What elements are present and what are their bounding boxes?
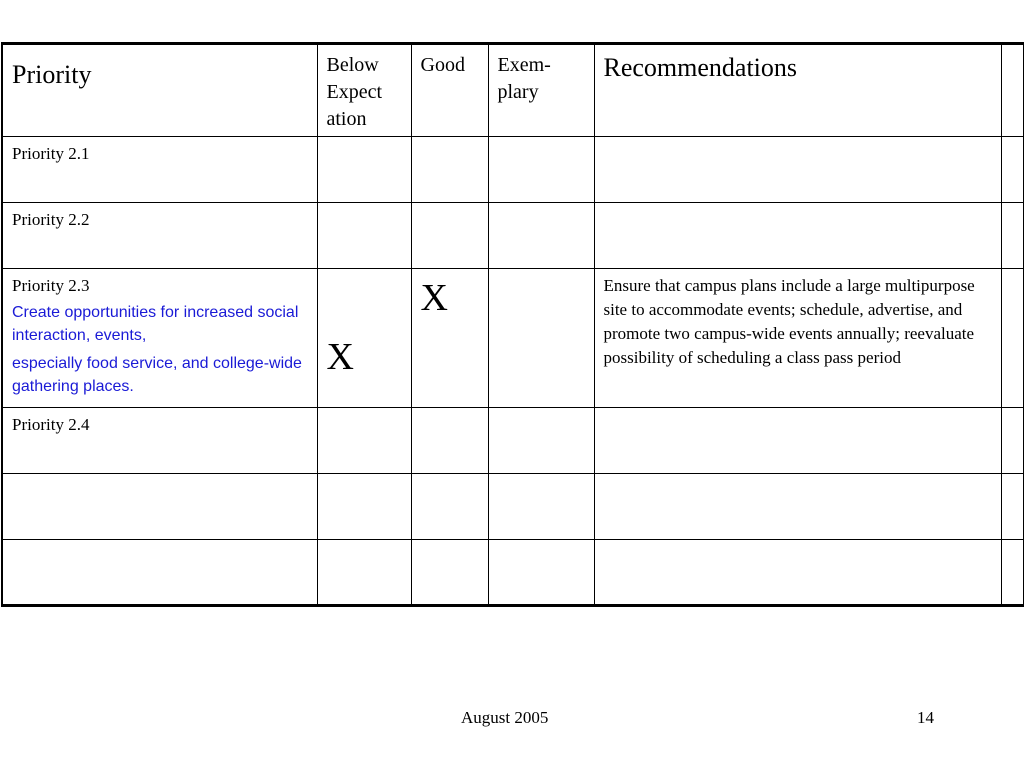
exemplary-cell	[488, 540, 594, 606]
table-header-row	[2, 44, 1024, 137]
recommendation-text: Ensure that campus plans include a large multipurpose site to accommodate events; schedule, advertise, and promote two campus-wide events annually; reevaluate possibility of scheduling a class pass period	[603, 276, 975, 367]
header-recommendations: Recommendations	[603, 53, 798, 82]
priority-label	[3, 540, 317, 547]
table-row	[2, 540, 1024, 606]
header-good-cell	[411, 44, 488, 137]
priority-cell	[2, 137, 317, 203]
header-good: Good	[420, 54, 465, 76]
good-cell	[411, 203, 488, 269]
below-expectation-cell	[317, 269, 411, 408]
priority-cell	[2, 474, 317, 540]
page-number: 14	[917, 708, 934, 727]
recommendation-cell	[594, 269, 1001, 408]
header-blank-cell	[1001, 44, 1024, 137]
table-row	[2, 203, 1024, 269]
good-mark: X	[420, 277, 448, 319]
good-cell	[411, 474, 488, 540]
table-row	[2, 137, 1024, 203]
table-row	[2, 269, 1024, 408]
recommendation-cell	[594, 408, 1001, 474]
priority-description: especially food service, and college-wide gathering places.	[12, 355, 302, 396]
below-expectation-cell	[317, 540, 411, 606]
blank-cell	[1001, 137, 1024, 203]
priority-label	[3, 269, 317, 398]
below-expectation-cell	[317, 137, 411, 203]
priority-description: Create opportunities for increased social interaction, events,	[12, 304, 299, 345]
header-recommendations-cell	[594, 44, 1001, 137]
priority-cell	[2, 408, 317, 474]
header-below-expectation-line: Expect	[326, 81, 383, 103]
below-expectation-cell	[317, 203, 411, 269]
good-cell	[411, 269, 488, 408]
exemplary-cell	[488, 408, 594, 474]
header-exemplary	[489, 45, 594, 106]
exemplary-cell	[488, 474, 594, 540]
header-exemplary-cell	[488, 44, 594, 137]
blank-cell	[1001, 203, 1024, 269]
priority-label	[3, 474, 317, 481]
header-priority: Priority	[12, 60, 92, 89]
good-cell	[411, 540, 488, 606]
below-expectation-mark: X	[326, 336, 354, 378]
priority-title: Priority 2.3	[12, 276, 90, 295]
header-priority-cell	[2, 44, 317, 137]
priority-evaluation-table	[1, 42, 1024, 607]
table-row	[2, 474, 1024, 540]
blank-cell	[1001, 408, 1024, 474]
header-below-expectation-line: Below	[326, 54, 379, 76]
table-row	[2, 408, 1024, 474]
exemplary-cell	[488, 137, 594, 203]
header-exemplary-line: plary	[497, 81, 539, 103]
below-expectation-cell	[317, 408, 411, 474]
footer-date: August 2005	[461, 708, 549, 727]
exemplary-cell	[488, 203, 594, 269]
blank-cell	[1001, 474, 1024, 540]
recommendation-cell	[594, 137, 1001, 203]
below-expectation-cell	[317, 474, 411, 540]
blank-cell	[1001, 540, 1024, 606]
good-cell	[411, 408, 488, 474]
header-below-expectation-line: ation	[326, 108, 367, 130]
exemplary-cell	[488, 269, 594, 408]
recommendation-cell	[594, 540, 1001, 606]
priority-label: Priority 2.2	[12, 210, 90, 229]
header-below-expectation-cell	[317, 44, 411, 137]
priority-label: Priority 2.1	[12, 144, 90, 163]
priority-cell	[2, 540, 317, 606]
priority-cell	[2, 269, 317, 408]
recommendation-cell	[594, 203, 1001, 269]
header-below-expectation	[318, 45, 411, 133]
priority-label: Priority 2.4	[12, 415, 90, 434]
priority-cell	[2, 203, 317, 269]
blank-cell	[1001, 269, 1024, 408]
header-exemplary-line: Exem-	[497, 54, 551, 76]
recommendation-cell	[594, 474, 1001, 540]
good-cell	[411, 137, 488, 203]
